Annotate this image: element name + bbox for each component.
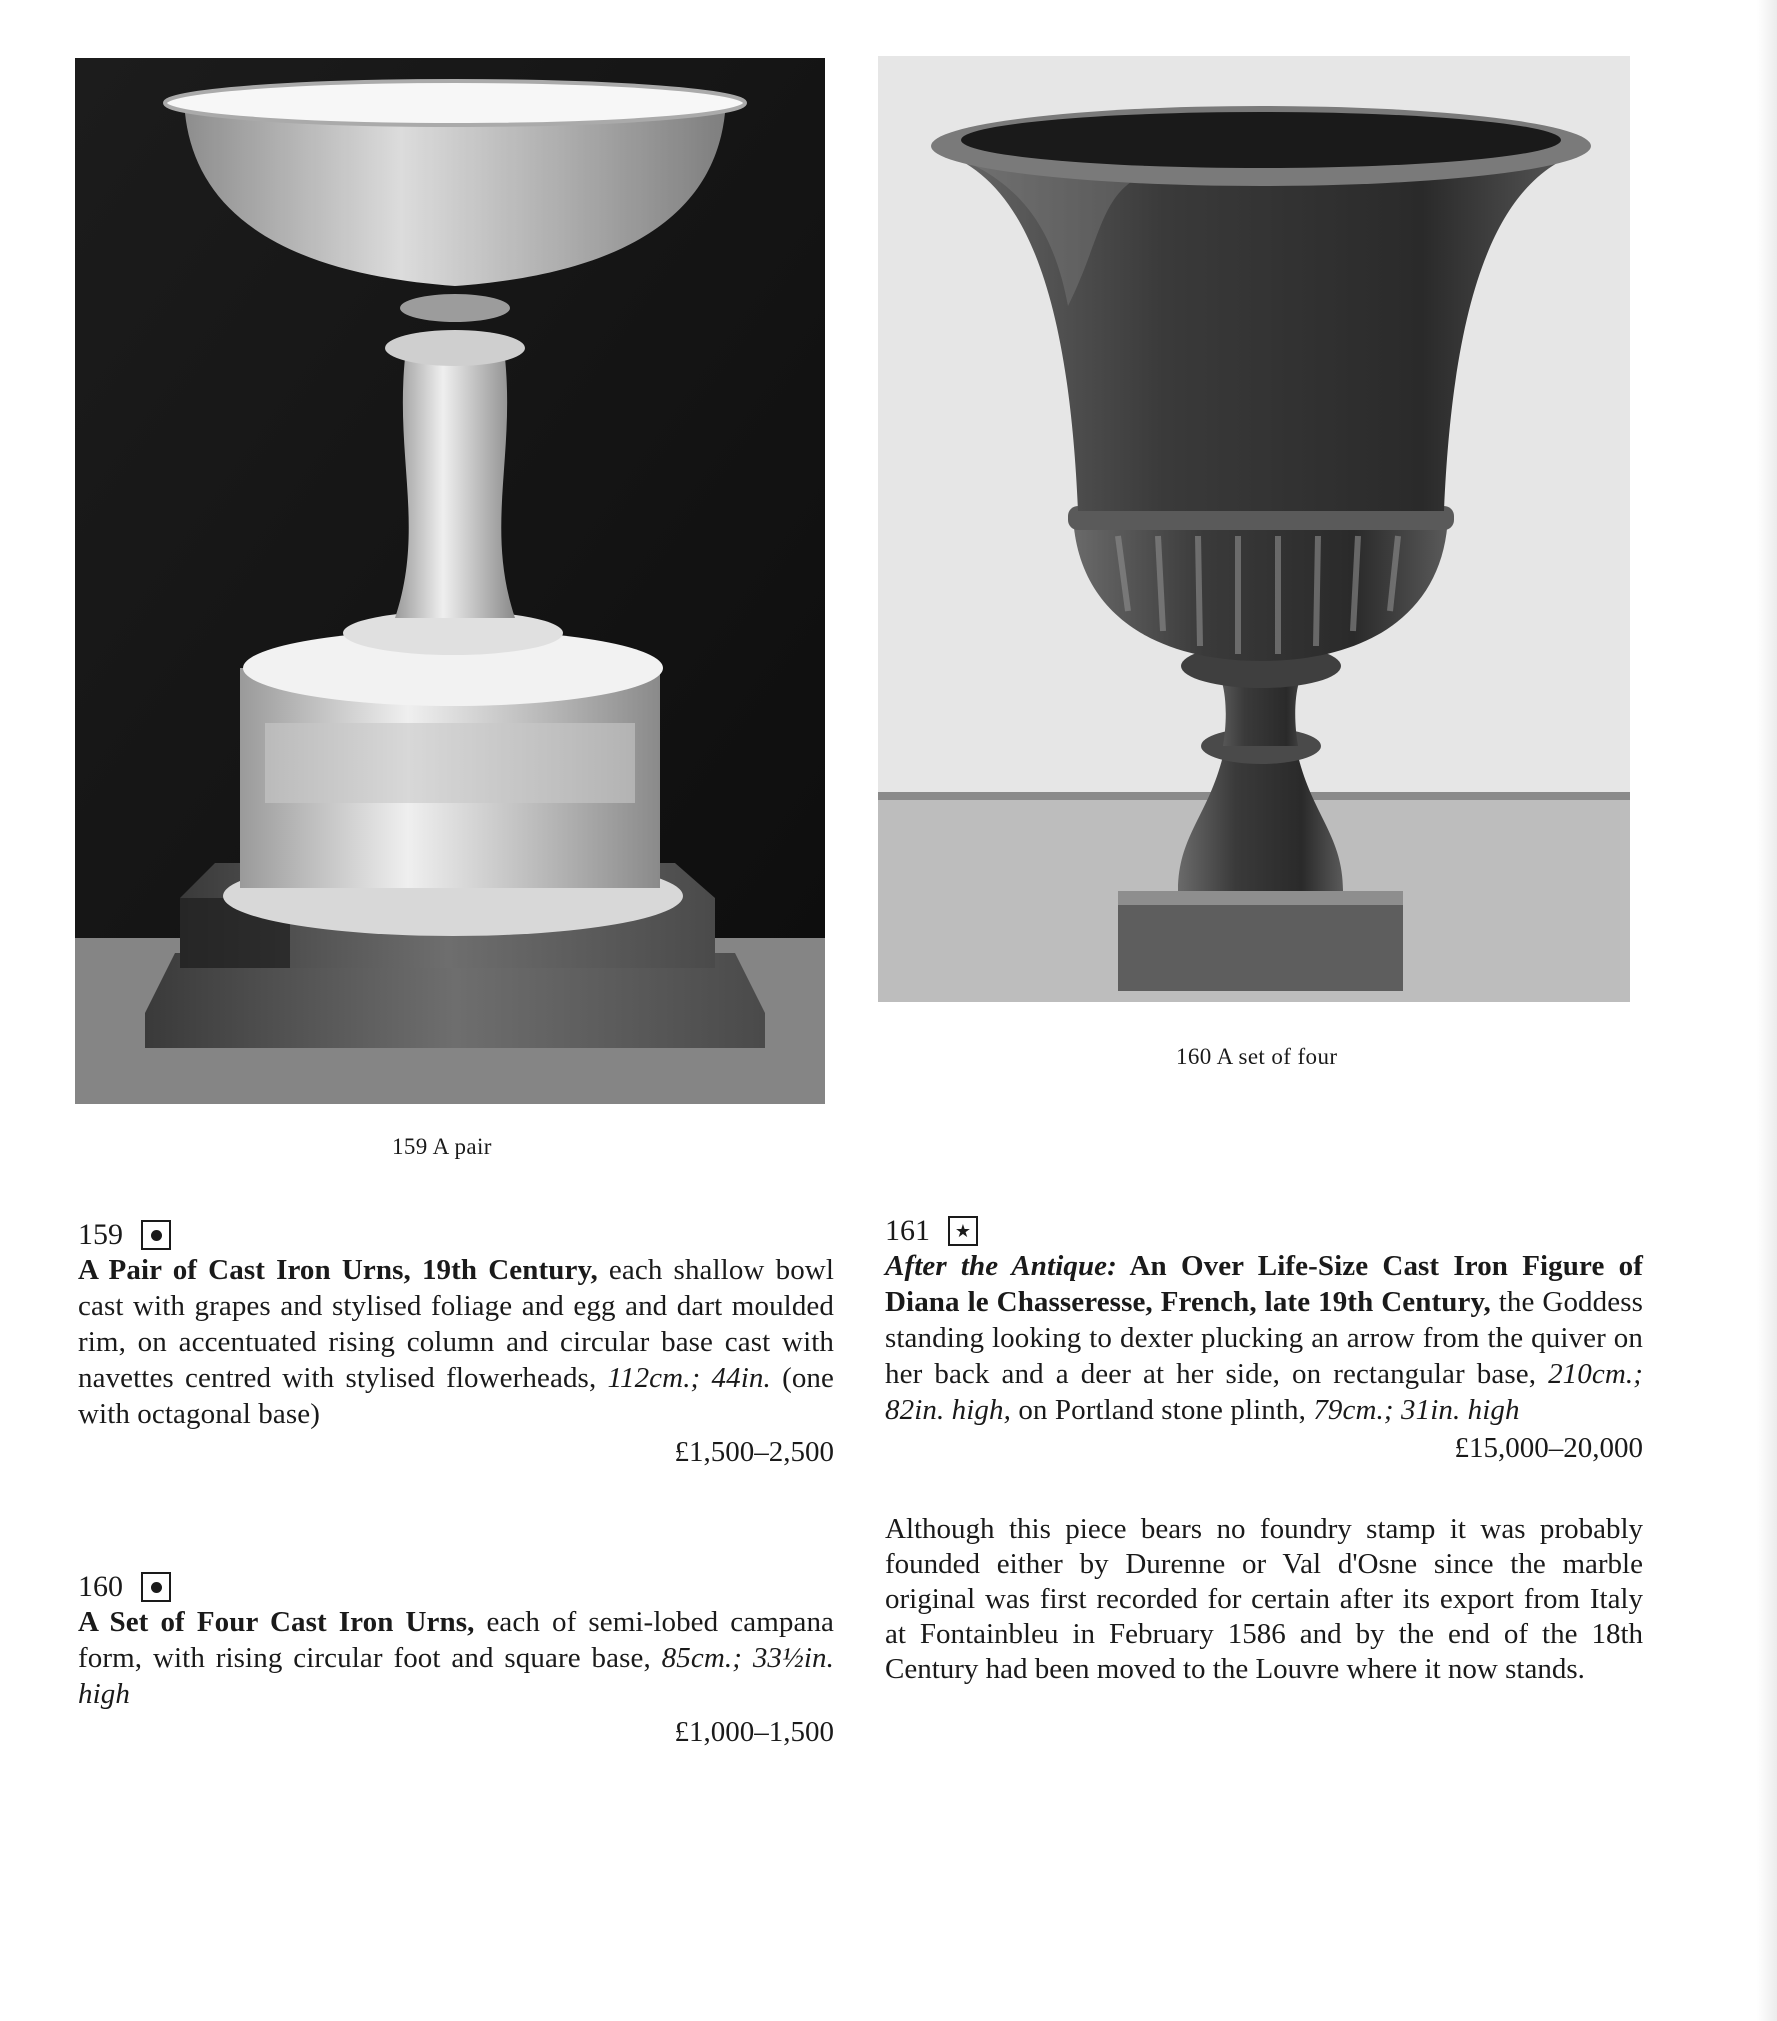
lot-159-estimate: £1,500–2,500	[674, 1436, 834, 1468]
lot-160-header	[78, 1570, 834, 1604]
dimensions: 112cm.; 44in.	[607, 1362, 771, 1394]
lot-161-note: Although this piece bears no foundry stamp it was probably founded either by Durenne or Val d'Osne since the marble original was first recorded for certain after its export from Italy at Fontainbleu in February 1586 and by the end of the 18th Century had been moved to the Louvre where it now stands.	[885, 1513, 1643, 1685]
lot-161	[885, 1214, 1643, 1466]
campana-urn-icon	[878, 56, 1630, 1002]
page-edge-shadow	[1757, 0, 1777, 2021]
photo-lot-159	[75, 58, 825, 1104]
lot-161-description	[885, 1248, 1643, 1428]
description-text: the Goddess standing looking to dexter plucking an arrow from the quiver on her back and a deer at her side, on rectangular base,	[885, 1286, 1644, 1390]
lot-number: 161	[885, 1214, 930, 1247]
lot-160-estimate: £1,000–1,500	[674, 1716, 834, 1748]
lot-161-estimate: £15,000–20,000	[1454, 1432, 1643, 1464]
lot-title: A Set of Four Cast Iron Urns,	[78, 1606, 475, 1638]
lot-160-mark	[141, 1572, 171, 1602]
lot-160	[78, 1570, 834, 1750]
description-text: on Portland stone plinth,	[1010, 1394, 1314, 1426]
lot-title: A Pair of Cast Iron Urns, 19th Century,	[78, 1254, 598, 1286]
urn-pedestal-icon	[75, 58, 825, 1104]
caption-lot-159: 159 A pair	[392, 1134, 492, 1159]
dimensions: 85cm.; 33½in. high	[78, 1642, 834, 1710]
lot-160-description	[78, 1604, 834, 1712]
caption-lot-160: 160 A set of four	[1176, 1044, 1338, 1069]
dot-icon	[151, 1582, 162, 1593]
lot-159-header	[78, 1218, 834, 1252]
lot-title-italic: After the Antique:	[885, 1250, 1117, 1282]
star-icon: ★	[948, 1216, 978, 1246]
description-text: (one with octagonal base)	[78, 1362, 834, 1430]
dimensions: 210cm.; 82in. high,	[885, 1358, 1643, 1426]
lot-159-description	[78, 1252, 834, 1432]
description-text: each of semi-lobed campana form, with rising circular foot and square base,	[78, 1606, 835, 1674]
lot-161-header	[885, 1214, 1643, 1248]
lot-159	[78, 1218, 834, 1470]
lot-title: An Over Life-Size Cast Iron Figure of Diana le Chasseresse, French, late 19th Century,	[885, 1250, 1643, 1318]
photo-lot-160	[878, 56, 1630, 1002]
description-text: each shallow bowl cast with grapes and stylised foliage and egg and dart moulded rim, on accentuated rising column and circular base cast with navettes centred with stylised flowerheads,	[78, 1254, 834, 1394]
lot-number: 160	[78, 1570, 123, 1603]
lot-number: 159	[78, 1218, 123, 1251]
lot-159-mark	[141, 1220, 171, 1250]
dimensions: 79cm.; 31in. high	[1313, 1394, 1520, 1426]
dot-icon	[151, 1230, 162, 1241]
